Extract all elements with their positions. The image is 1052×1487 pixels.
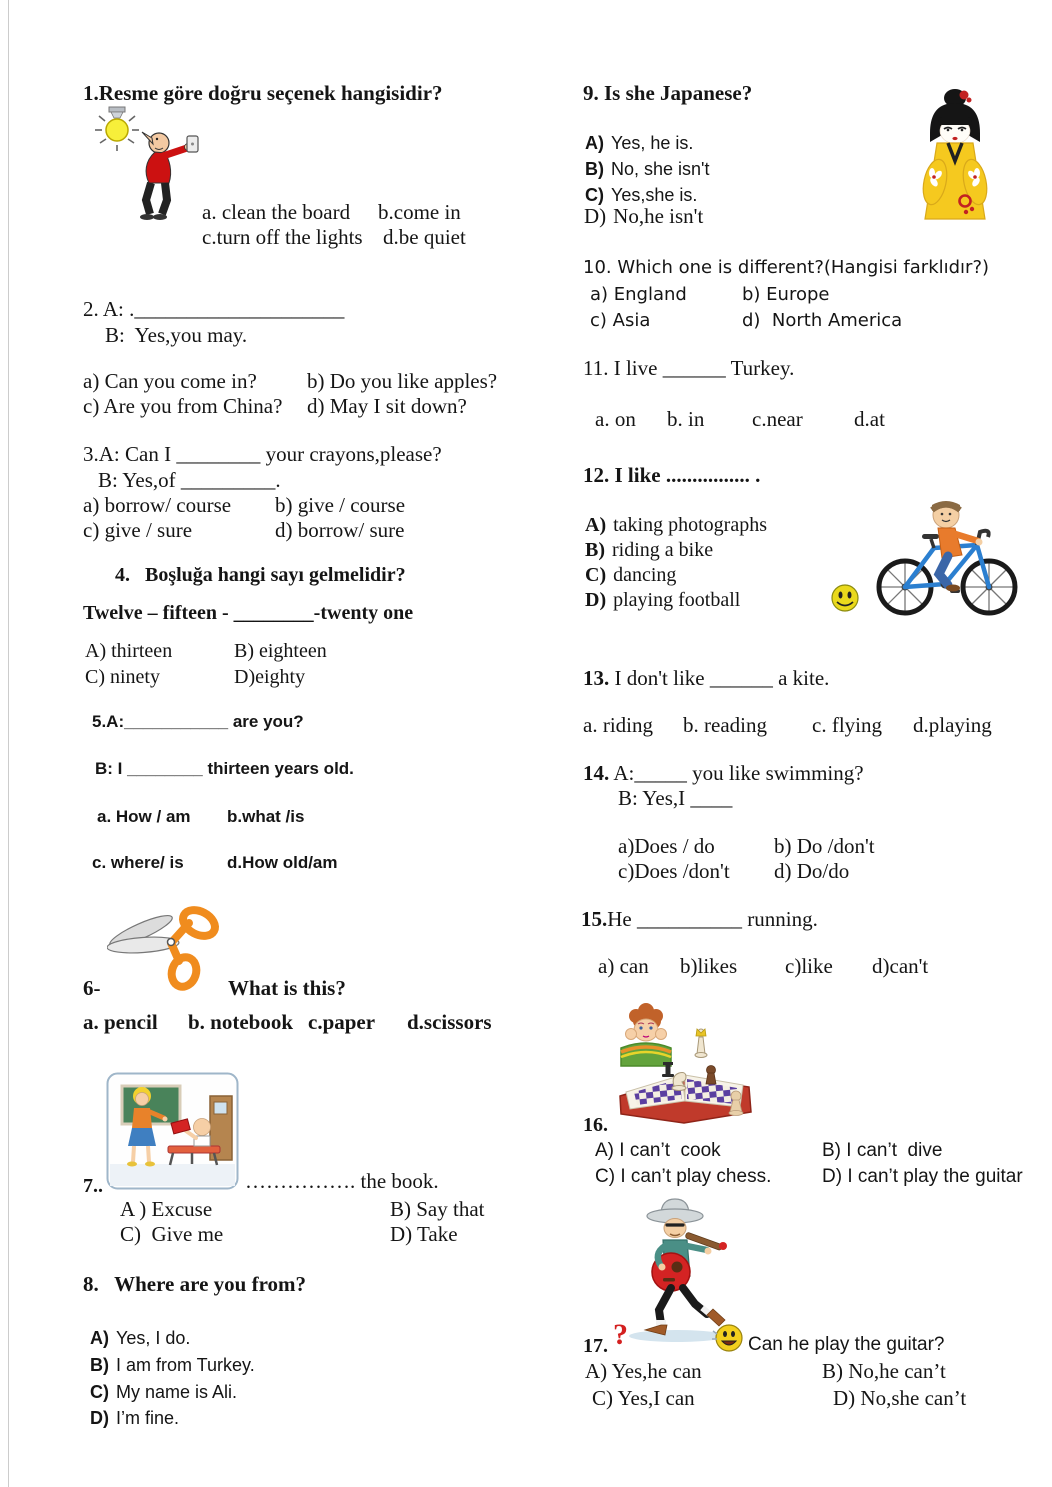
- q7-number: 7..: [83, 1175, 103, 1197]
- q15-text: He __________ running.: [607, 907, 818, 931]
- q9-option-a-text: Yes, he is.: [611, 133, 694, 153]
- q16-option-row-2: [595, 1164, 1023, 1190]
- q17-option-row-1: [585, 1358, 946, 1384]
- q2-option-d: d) May I sit down?: [307, 394, 467, 418]
- q11-option-row: [595, 406, 885, 432]
- q13-number: 13.: [583, 666, 610, 690]
- q7-option-row-2: [120, 1221, 458, 1247]
- q8-option-a-text: Yes, I do.: [116, 1328, 191, 1348]
- q12-option-c: [585, 563, 676, 588]
- q17-option-b: B) No,he can’t: [822, 1359, 946, 1383]
- q6-option-b: b. notebook: [188, 1010, 294, 1034]
- q14-option-a: a)Does / do: [618, 834, 715, 858]
- smiley-icon: [832, 585, 858, 611]
- q4-title: 4. Boşluğa hangi sayı gelmelidir?: [115, 564, 406, 586]
- q2-line-a: 2. A: .____________________: [83, 297, 345, 321]
- boy-playing-chess-illustration: [608, 1000, 763, 1135]
- q16-option-c: C) I can’t play chess.: [595, 1166, 772, 1187]
- q14-number: 14.: [583, 761, 610, 785]
- q10-option-c: c) Asia: [590, 310, 651, 331]
- q16-option-a: A) I can’t cook: [595, 1140, 721, 1161]
- q9-option-b-text: No, she isn't: [611, 159, 710, 179]
- q8-option-c-text: My name is Ali.: [116, 1382, 238, 1402]
- q2-line-b: B: Yes,you may.: [105, 323, 248, 347]
- q12-option-a-label: A): [585, 514, 607, 536]
- q8-title: 8. Where are you from?: [83, 1272, 307, 1296]
- q6-option-a: a. pencil: [83, 1010, 158, 1034]
- q4-option-b: B) eighteen: [234, 640, 327, 662]
- q16-option-d: D) I can’t play the guitar: [822, 1166, 1023, 1187]
- q8-option-b-label: B): [90, 1355, 109, 1375]
- q3-option-a: a) borrow/ course: [83, 493, 232, 517]
- q15-option-row: [598, 953, 928, 979]
- q7-option-c: C) Give me: [120, 1222, 224, 1246]
- q9-option-b: [585, 156, 709, 182]
- q11-line: 11. I live ______ Turkey.: [583, 356, 795, 380]
- q1-option-b: b.come in: [378, 200, 461, 224]
- q5-option-c: c. where/ is: [92, 853, 184, 872]
- q10-title: 10. Which one is different?(Hangisi farklıdır?): [583, 257, 990, 278]
- q2-option-row-1: [83, 368, 497, 394]
- q5-option-d: d.How old/am: [227, 853, 338, 872]
- q14-text-a: A:_____ you like swimming?: [609, 761, 864, 785]
- q3-option-d: d) borrow/ sure: [275, 518, 405, 542]
- q10-option-a: a) England: [590, 284, 687, 305]
- q15-line: [581, 906, 818, 932]
- q3-option-row-1: [83, 492, 405, 518]
- japanese-doll-illustration: [905, 85, 1005, 233]
- q8-option-a-label: A): [90, 1328, 109, 1348]
- q5-option-row-1: [97, 806, 304, 828]
- q4-option-a: A) thirteen: [85, 640, 173, 662]
- q14-option-d: d) Do/do: [774, 859, 850, 883]
- q15-number: 15.: [581, 907, 608, 931]
- q1-option-row-1: [202, 199, 461, 225]
- q12-option-d: [585, 588, 740, 613]
- q11-option-d: d.at: [854, 407, 885, 431]
- q8-option-a: [90, 1325, 190, 1351]
- q8-option-d-text: I’m fine.: [116, 1408, 180, 1428]
- q12-option-b-label: B): [585, 539, 605, 561]
- q12-title: 12. I like ................ .: [583, 463, 761, 487]
- q13-option-d: d.playing: [913, 713, 992, 737]
- q6-option-d: d.scissors: [407, 1010, 492, 1034]
- q17-number: 17.: [583, 1335, 608, 1357]
- scissors-illustration: [107, 893, 229, 993]
- q15-option-b: b)likes: [680, 954, 738, 978]
- q13-option-c: c. flying: [812, 713, 882, 737]
- teacher-student-classroom-illustration: [106, 1072, 239, 1190]
- q1-title: 1.Resme göre doğru seçenek hangisidir?: [83, 81, 443, 105]
- q12-option-a-text: taking photographs: [613, 514, 767, 536]
- q10-option-b: b) Europe: [742, 284, 830, 305]
- smiley-ball-icon: [712, 1322, 744, 1354]
- q5-option-row-2: [92, 852, 338, 874]
- q12-option-d-label: D): [585, 589, 607, 611]
- q5-option-a: a. How / am: [97, 807, 191, 826]
- q3-option-c: c) give / sure: [83, 518, 193, 542]
- q6-number: 6-: [83, 976, 101, 1000]
- q1-option-c: c.turn off the lights: [202, 225, 363, 249]
- q5-line-a: 5.A:___________ are you?: [92, 712, 304, 731]
- q10-option-d: d) North America: [742, 310, 903, 331]
- q17-option-row-2: [592, 1385, 966, 1411]
- q17-question: Can he play the guitar?: [748, 1334, 945, 1355]
- q17-option-c: C) Yes,I can: [592, 1386, 695, 1410]
- q16-number: 16.: [583, 1114, 608, 1136]
- q2-option-b: b) Do you like apples?: [307, 369, 498, 393]
- q1-option-a: a. clean the board: [202, 200, 351, 224]
- q9-option-a-label: A): [585, 133, 604, 153]
- man-turning-off-light-illustration: [85, 103, 203, 221]
- q13-text: I don't like ______ a kite.: [609, 666, 830, 690]
- q9-option-b-label: B): [585, 159, 604, 179]
- q10-option-row-1: [590, 282, 829, 308]
- q12-option-a: [585, 513, 767, 538]
- q10-option-row-2: [590, 308, 902, 334]
- q3-line-b: B: Yes,of _________.: [98, 468, 281, 492]
- q12-option-b-text: riding a bike: [612, 539, 714, 561]
- q2-option-c: c) Are you from China?: [83, 394, 283, 418]
- q17-option-d: D) No,she can’t: [833, 1386, 967, 1410]
- q8-option-b: [90, 1352, 255, 1378]
- q12-option-c-text: dancing: [613, 564, 677, 586]
- q14-option-row-2: [618, 858, 849, 884]
- q14-line-b: B: Yes,I ____: [618, 786, 733, 810]
- q3-option-b: b) give / course: [275, 493, 406, 517]
- q11-option-b: b. in: [667, 407, 705, 431]
- q1-option-row-2: [202, 224, 466, 250]
- q16-option-b: B) I can’t dive: [822, 1140, 943, 1161]
- q3-option-row-2: [83, 517, 404, 543]
- q9-option-c-label: C): [585, 185, 604, 205]
- q8-option-c-label: C): [90, 1382, 109, 1402]
- q13-line: [583, 665, 829, 691]
- q13-option-row: [583, 712, 992, 738]
- q7-option-d: D) Take: [390, 1222, 458, 1246]
- q8-option-b-text: I am from Turkey.: [116, 1355, 255, 1375]
- q12-option-b: [585, 538, 713, 563]
- page-edge-line: [8, 0, 9, 1487]
- q12-option-c-label: C): [585, 564, 607, 586]
- q9-option-d-label: D): [584, 204, 607, 228]
- q9-option-d-text: No,he isn't: [613, 204, 704, 228]
- q16-option-row-1: [595, 1138, 942, 1164]
- q5-line-b: B: I ________ thirteen years old.: [95, 759, 354, 778]
- q4-line: Twelve – fifteen - ________-twenty one: [83, 602, 414, 624]
- q7-line: ……………. the book.: [245, 1169, 439, 1193]
- q3-line-a: 3.A: Can I ________ your crayons,please?: [83, 442, 442, 466]
- q6-option-row: [83, 1009, 492, 1035]
- q2-option-a: a) Can you come in?: [83, 369, 257, 393]
- q4-option-d: D)eighty: [234, 666, 306, 688]
- q13-option-b: b. reading: [683, 713, 767, 737]
- q9-option-c-text: Yes,she is.: [611, 185, 698, 205]
- q4-option-row-1: [85, 639, 327, 664]
- q5-option-b: b.what /is: [227, 807, 305, 826]
- q17-question-mark: ?: [613, 1318, 628, 1351]
- q7-option-row-1: [120, 1196, 485, 1222]
- q7-option-b: B) Say that: [390, 1197, 485, 1221]
- q14-option-c: c)Does /don't: [618, 859, 730, 883]
- q8-option-c: [90, 1379, 237, 1405]
- q4-option-c: C) ninety: [85, 666, 160, 688]
- q9-option-d: [584, 203, 703, 229]
- q2-option-row-2: [83, 393, 467, 419]
- q9-title: 9. Is she Japanese?: [583, 81, 753, 105]
- q13-option-a: a. riding: [583, 713, 653, 737]
- q6-option-c: c.paper: [308, 1010, 376, 1034]
- q11-option-c: c.near: [752, 407, 803, 431]
- q4-option-row-2: [85, 665, 305, 690]
- q15-option-a: a) can: [598, 954, 649, 978]
- q15-option-d: d)can't: [872, 954, 929, 978]
- q17-option-a: A) Yes,he can: [585, 1359, 702, 1383]
- q12-option-d-text: playing football: [613, 589, 741, 611]
- q14-option-b: b) Do /don't: [774, 834, 875, 858]
- boy-riding-bike-illustration: [828, 485, 1018, 620]
- q8-option-d-label: D): [90, 1408, 109, 1428]
- q7-option-a: A ) Excuse: [120, 1197, 213, 1221]
- q11-option-a: a. on: [595, 407, 636, 431]
- q14-option-row-1: [618, 833, 875, 859]
- q8-option-d: [90, 1405, 179, 1431]
- q9-option-a: [585, 130, 693, 156]
- q6-title: What is this?: [228, 976, 346, 1000]
- q14-line-a: [583, 760, 864, 786]
- q1-option-d: d.be quiet: [383, 225, 466, 249]
- q15-option-c: c)like: [785, 954, 833, 978]
